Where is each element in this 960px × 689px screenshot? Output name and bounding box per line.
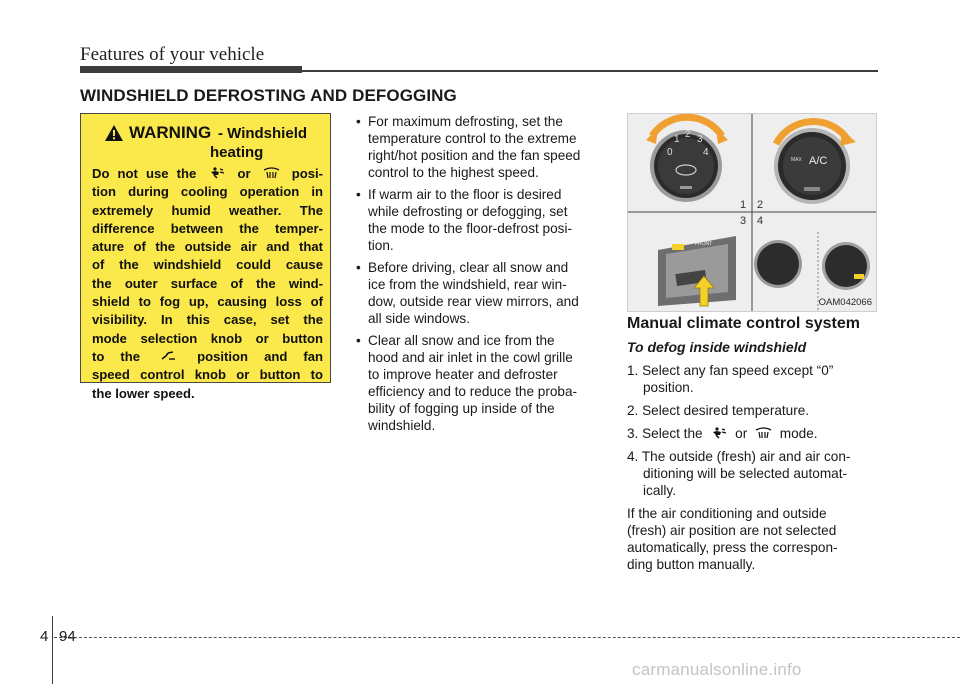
warning-line: ature of the outside air and that [92, 239, 323, 255]
warning-line: of the windshield could cause [92, 257, 323, 273]
panel-number: 1 [740, 199, 747, 211]
climate-control-figure [627, 113, 877, 312]
warning-line: shield to fog up, causing loss of [92, 294, 323, 310]
chapter-title: Features of your vehicle [80, 44, 265, 65]
warning-line: extremely humid weather. The [92, 202, 323, 218]
warning-line: tion during cooling operation in [92, 184, 323, 200]
list-item: 2. Select desired temperature. [627, 403, 810, 418]
ac-knob-small [822, 242, 870, 290]
tips-list [354, 113, 604, 439]
warning-header [93, 123, 323, 165]
warning-subtitle-2: heating [210, 144, 264, 161]
max-label: MAX [791, 157, 802, 163]
warning-line: mode selection knob or button [92, 330, 323, 346]
defog-subheading: To defog inside windshield [627, 339, 807, 355]
ac-label: A/C [809, 155, 828, 167]
manual-note: If the air conditioning and outside (fresh) air position are not selected automatically, press the correspon- ding button manually. [627, 506, 838, 572]
warning-line: visibility. In this case, set the [92, 312, 323, 328]
footer-rule [54, 637, 960, 638]
panel-number: 4 [757, 215, 764, 227]
page-chapter: 4 [40, 628, 49, 645]
knob-mark: 3 [697, 134, 703, 145]
list-item: • Before driving, clear all snow and ice from the windshield, rear win- dow, outside rear view mirrors, and all side windows. [354, 259, 604, 327]
defog-steps [627, 362, 879, 573]
list-item: 4. The outside (fresh) air and air con- ditioning will be selected automat- ically. [627, 449, 851, 498]
warning-label: WARNING [129, 123, 212, 142]
defrost-icon [755, 427, 772, 439]
defrost-floor-mode-icon [160, 350, 177, 362]
defrost-floor-mode-icon [208, 167, 225, 179]
warning-line: Do not use the or posi- [92, 166, 324, 181]
warning-triangle-icon [105, 125, 123, 141]
section-title: WINDSHIELD DEFROSTING AND DEFOGGING [80, 86, 457, 105]
page-divider [52, 616, 53, 684]
knob-mark: 2 [685, 129, 691, 140]
warning-body [92, 165, 323, 403]
knob-mark: 4 [703, 147, 709, 158]
warning-line: difference between the temper- [92, 220, 323, 236]
warning-box [80, 113, 331, 401]
list-item: • For maximum defrosting, set the temperature control to the extreme right/hot position and the fan speed control to the highest speed. [354, 113, 604, 181]
warning-line: speed control knob or button to [92, 367, 323, 383]
knob-mark: 1 [674, 134, 680, 145]
knob-mark: 0 [667, 147, 673, 158]
list-item: 1. Select any fan speed except “0” position. [627, 363, 834, 395]
fan-speed-knob [650, 130, 722, 202]
defrost-icon [263, 167, 280, 179]
list-item: • If warm air to the floor is desired while defrosting or defogging, set the mode to the floor-defrost posi- tion. [354, 186, 604, 254]
front-label: FRONT [695, 241, 713, 247]
figure-code: OAM042066 [818, 297, 872, 308]
warning-subtitle-1: - Windshield [218, 125, 308, 142]
page-number: 94 [59, 628, 76, 645]
header-rule [302, 70, 878, 72]
warning-line: to the position and fan [92, 348, 324, 364]
defrost-floor-mode-icon [710, 427, 727, 439]
panel-number: 2 [757, 199, 764, 211]
panel-number: 3 [740, 215, 747, 227]
header-bar [80, 66, 302, 73]
manual-climate-heading: Manual climate control system [627, 315, 860, 332]
fan-knob-small [754, 240, 802, 288]
warning-line: the outer surface of the wind- [92, 275, 323, 291]
list-item: 3. Select the or mode. [627, 426, 818, 441]
list-item: • Clear all snow and ice from the hood and air inlet in the cowl grille to improve heater and defroster efficiency and to reduce the proba- bility of fogging up inside of the windshield. [354, 332, 604, 434]
warning-line: the lower speed. [92, 385, 195, 401]
watermark: carmanualsonline.info [632, 660, 802, 679]
climate-control-illustration [628, 114, 876, 311]
